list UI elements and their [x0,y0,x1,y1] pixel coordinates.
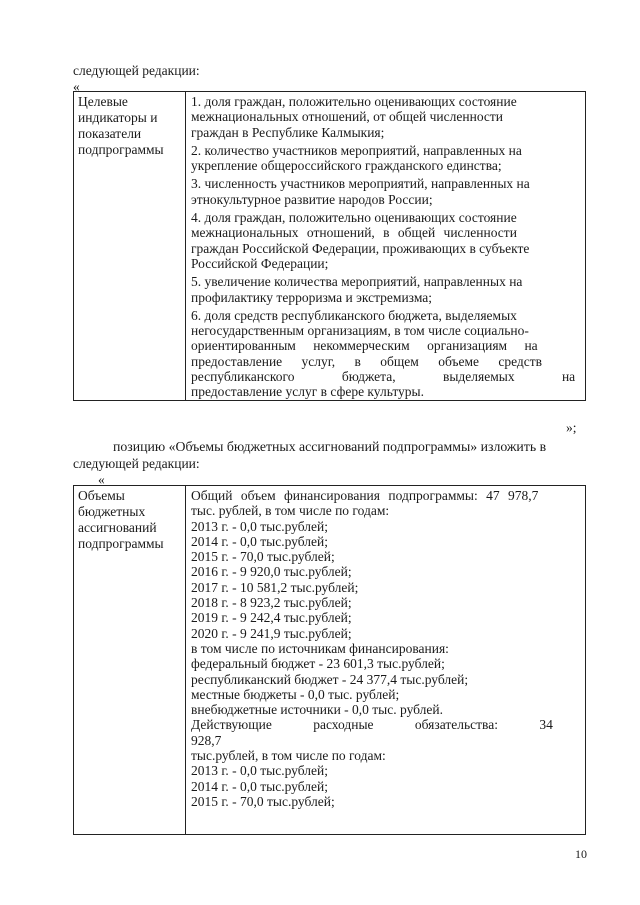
indicator-line: межнациональных отношений, в общей численности [191,225,517,241]
indicator-line: ориентированным некоммерческим организациям на [191,338,538,354]
intro-line: следующей редакции: [73,63,200,78]
indicator-line: этнокультурное развитие народов России; [191,191,433,207]
indicator-line: 1. доля граждан, положительно оценивающих состояние [191,94,517,109]
close-quote-1: »; [566,420,577,435]
budget-table [73,485,586,835]
indicator-item-3 [191,176,581,207]
indicator-line: укрепление общероссийского гражданского единства; [191,158,502,174]
budget-line: 2013 г. - 0,0 тыс.рублей; [191,763,328,779]
budget-line: 2013 г. - 0,0 тыс.рублей; [191,518,328,534]
indicator-item-5 [191,274,581,305]
indicators-label-line: подпрограммы [78,142,164,157]
budget-line: 2015 г. - 70,0 тыс.рублей; [191,549,335,565]
paragraph-line-1: позицию «Объемы бюджетных ассигнований подпрограммы» изложить в [113,439,547,454]
indicator-line: негосударственным организациям, в том числе социально- [191,323,529,339]
indicator-line: межнациональных отношений, от общей численности [191,109,504,125]
budget-line: местные бюджеты - 0,0 тыс. рублей; [191,686,400,702]
page-number: 10 [575,847,587,861]
budget-line: 2014 г. - 0,0 тыс.рублей; [191,778,328,794]
indicator-item-2 [191,143,581,174]
budget-line: 2019 г. - 9 242,4 тыс.рублей; [191,610,352,626]
budget-line: Действующие расходные обязательства: 34 928,7 [191,717,553,748]
budget-label-line: ассигнований [78,520,157,535]
indicator-line: 4. доля граждан, положительно оценивающих состояние [191,210,517,226]
budget-line: республиканский бюджет - 24 377,4 тыс.рублей; [191,671,469,687]
budget-line: 2016 г. - 9 920,0 тыс.рублей; [191,564,352,580]
indicator-line: граждан в Республике Калмыкия; [191,124,385,140]
budget-line: 2014 г. - 0,0 тыс.рублей; [191,533,328,549]
paragraph-line-2: следующей редакции: [73,456,200,471]
indicator-line: 2. количество участников мероприятий, направленных на [191,142,522,158]
budget-line: 2015 г. - 70,0 тыс.рублей; [191,793,335,809]
indicator-line: Российской Федерации; [191,255,329,271]
indicator-line: граждан Российской Федерации, проживающих в субъекте [191,240,530,256]
open-quote-2: « [98,472,105,487]
indicator-item-4 [191,210,581,271]
budget-line: тыс. рублей, в том числе по годам: [191,503,390,519]
indicator-line: предоставление услуг в сфере культуры. [191,384,425,400]
indicators-label-line: индикаторы и [78,110,158,125]
indicators-label-line: показатели [78,126,142,141]
indicator-line: профилактику терроризма и экстремизма; [191,289,433,305]
indicators-label-cell [74,92,186,401]
indicators-table [73,91,586,401]
budget-line: тыс.рублей, в том числе по годам: [191,748,386,764]
indicator-line: 6. доля средств республиканского бюджета, выделяемых [191,307,517,323]
open-quote-1: « [73,79,80,94]
budget-line: 2020 г. - 9 241,9 тыс.рублей; [191,625,352,641]
budget-label-cell [74,486,186,835]
indicator-line: республиканского бюджета, выделяемых на [191,369,576,385]
indicator-line: предоставление услуг, в общем объеме средств [191,353,543,369]
indicator-line: 5. увеличение количества мероприятий, направленных на [191,274,523,290]
budget-line: внебюджетные источники - 0,0 тыс. рублей. [191,702,444,718]
budget-line: 2017 г. - 10 581,2 тыс.рублей; [191,579,359,595]
budget-line: федеральный бюджет - 23 601,3 тыс.рублей; [191,656,445,672]
budget-label-line: подпрограммы [78,536,164,551]
indicators-label-line: Целевые [78,94,128,109]
indicator-line: 3. численность участников мероприятий, направленных на [191,176,530,192]
budget-line: Общий объем финансирования подпрограммы: 47 978,7 [191,488,539,503]
budget-label-line: Объемы [78,488,125,503]
budget-content-cell [186,486,586,835]
budget-label-line: бюджетных [78,504,146,519]
budget-line: в том числе по источникам финансирования: [191,640,449,656]
budget-line: 2018 г. - 8 923,2 тыс.рублей; [191,595,352,611]
indicators-content-cell [186,92,586,401]
indicator-item-1 [191,94,581,140]
indicator-item-6 [191,308,581,400]
